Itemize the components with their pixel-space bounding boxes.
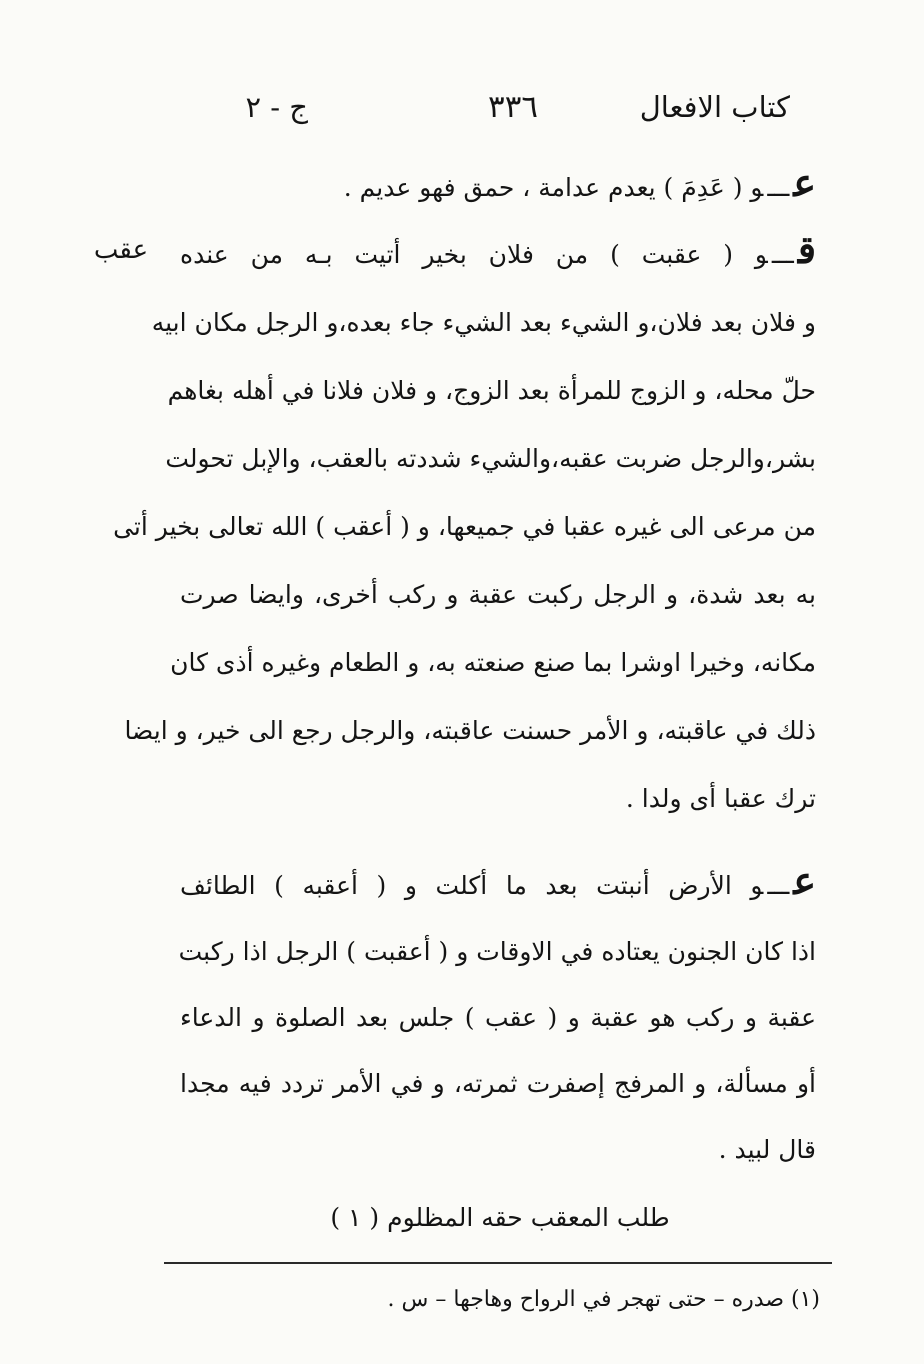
- book-title: كتاب الافعال: [639, 90, 790, 124]
- text-line: ترك عقبا أى ولدا .: [625, 784, 816, 813]
- poem-verse: طلب المعقب حقه المظلوم ( ١ ): [330, 1203, 670, 1232]
- text-line: أو مسألة، و المرفج إصفرت ثمرته، و في الأمر تردد فيه مجدا: [180, 1069, 816, 1098]
- source-marker: ق: [797, 227, 816, 272]
- entry-block: [113, 216, 816, 833]
- text-line: اذا كان الجنون يعتاده في الاوقات و ( أعقبت ) الرجل اذا ركبت: [178, 937, 816, 966]
- text-line: عـــو الأرض أنبتت بعد ما أكلت و ( أعقبه ) الطائف: [180, 858, 816, 903]
- marker-dash: ـــ: [767, 871, 790, 900]
- footnote: (١) صدره – حتى تهجر في الرواح وهاجها – س .: [387, 1287, 820, 1312]
- source-marker: ع: [793, 160, 816, 205]
- text-line: ذلك في عاقبته، و الأمر حسنت عاقبته، والرجل رجع الى خير، و ايضا: [124, 716, 816, 745]
- marker-dash: ـــ: [767, 173, 790, 202]
- text-line: عقبة و ركب هو عقبة و ( عقب ) جلس بعد الصلوة و الدعاء: [180, 1003, 816, 1032]
- text-line: من مرعى الى غيره عقبا في جميعها، و ( أعقب ) الله تعالى بخير أتى: [113, 512, 816, 541]
- text-line: قـــو ( عقبت ) من فلان بخير أتيت بـه من عنده: [180, 227, 816, 272]
- entry-block: [180, 848, 816, 1183]
- text-line: حلّ محله، و الزوج للمرأة بعد الزوج، و فلان فلانا في أهله بغاهم: [167, 376, 816, 405]
- entry-block: [180, 150, 816, 221]
- text-line: مكانه، وخيرا اوشرا بما صنع صنعته به، و الطعام وغيره أذى كان: [170, 648, 816, 677]
- volume-label: ج - ٢: [245, 90, 308, 124]
- text-line: بشر،والرجل ضربت عقبه،والشيء شددته بالعقب، والإبل تحولت: [165, 444, 816, 473]
- page-number: ٣٣٦: [488, 89, 538, 125]
- source-marker: ع: [793, 858, 816, 903]
- page-header: [200, 82, 790, 132]
- text-line: قال لبيد .: [718, 1135, 816, 1164]
- margin-root-word: عقب: [93, 235, 149, 265]
- text-line: عـــو ( عَدِمَ ) يعدم عدامة ، حمق فهو عديم .: [343, 160, 816, 205]
- footnote-divider: [164, 1262, 832, 1264]
- text-line: و فلان بعد فلان،و الشيء بعد الشيء جاء بعده،و الرجل مكان ابيه: [151, 308, 816, 337]
- marker-dash: ـــ: [771, 240, 794, 269]
- text-line: به بعد شدة، و الرجل ركبت عقبة و ركب أخرى، وايضا صرت: [180, 580, 816, 609]
